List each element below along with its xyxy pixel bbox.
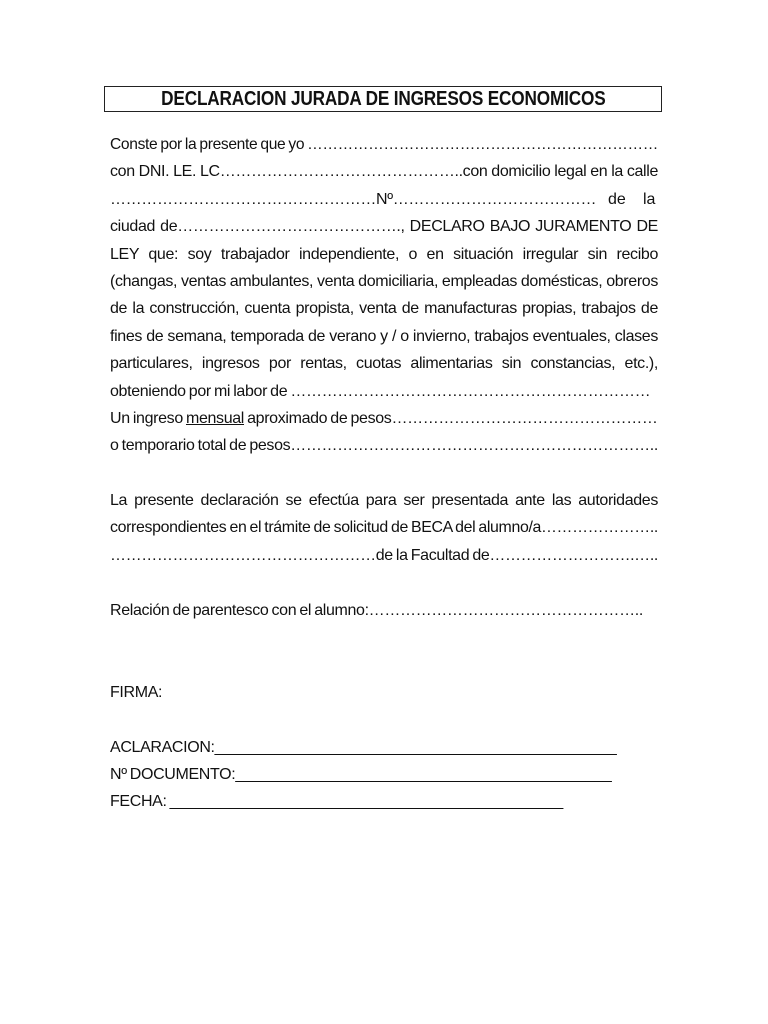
body-line-text: La presente declaración se efectúa para ser presentada ante las autoridades [110,492,658,510]
body-line [110,405,658,432]
paragraph-gap [110,624,658,651]
body-line [110,186,658,213]
body-line-text: correspondientes en el trámite de solicitud de BECA del alumno/a………………….. [110,519,658,537]
body-line-text: ……………………………………………Nº………………………………… [110,190,597,208]
paragraph-gap [110,651,658,678]
underlined-word: mensual [185,409,245,427]
body-line [110,378,658,405]
fecha-line [110,788,658,815]
documento-line [110,761,658,788]
body-line [110,158,658,185]
body-line-text: aproximado de pesos…………………………………………… [244,409,658,427]
body-line-text: particulares, ingresos por rentas, cuotas alimentarias sin constancias, etc.), [110,355,658,373]
body-line-text: o temporario total de pesos…………………………………………………………….. [110,437,658,455]
firma-label: FIRMA: [110,683,163,701]
body-line [110,295,658,322]
body-line-text: Un ingreso [110,409,186,427]
relacion-line [110,597,658,624]
body-line-text: ciudad de……………………………………., DECLARO BAJO JURAMENTO DE [110,218,658,236]
body-line-text: de la construcción, cuenta propista, venta de manufacturas propias, trabajos de [110,300,658,318]
body-line [110,323,658,350]
fecha-field: FECHA: ______________________________________________ [110,793,563,811]
body-line-text: fines de semana, temporada de verano y / o invierno, trabajos eventuales, clases [110,327,658,345]
body-line [110,432,658,459]
paragraph-gap [110,569,658,596]
firma-line [110,679,658,706]
body-line [110,131,658,158]
body-line [110,350,658,377]
aclaracion-field: ACLARACION:_______________________________________________ [110,738,617,756]
body-line-text: ……………………………………………de la Facultad de……………………….….. [110,546,658,564]
document-title: DECLARACION JURADA DE INGRESOS ECONOMICOS [160,88,606,110]
body-line [110,241,658,268]
document-body [110,131,658,816]
body-line [110,514,658,541]
title-box [104,86,662,112]
body-line-text: Conste por la presente que yo …………………………………………………………… [110,136,658,153]
paragraph-gap [110,460,658,487]
body-line [110,268,658,295]
body-line [110,213,658,240]
body-line-text: la [643,190,656,208]
documento-field: Nº DOCUMENTO:____________________________________________ [110,765,612,783]
body-line-text: LEY que: soy trabajador independiente, o en situación irregular sin recibo [110,245,658,263]
body-line-text: de [608,190,626,208]
aclaracion-line [110,734,658,761]
body-line-text: con DNI. LE. LC………………………………………..con domicilio legal en la calle [110,163,658,181]
body-line [110,542,658,569]
body-line-text: (changas, ventas ambulantes, venta domiciliaria, empleadas domésticas, obreros [110,272,658,290]
body-line-text: obteniendo por mi labor de …………………………………………………………… [110,382,651,400]
relacion-text: Relación de parentesco con el alumno:…………………………………………….. [110,601,643,619]
body-line [110,487,658,514]
paragraph-gap [110,706,658,733]
